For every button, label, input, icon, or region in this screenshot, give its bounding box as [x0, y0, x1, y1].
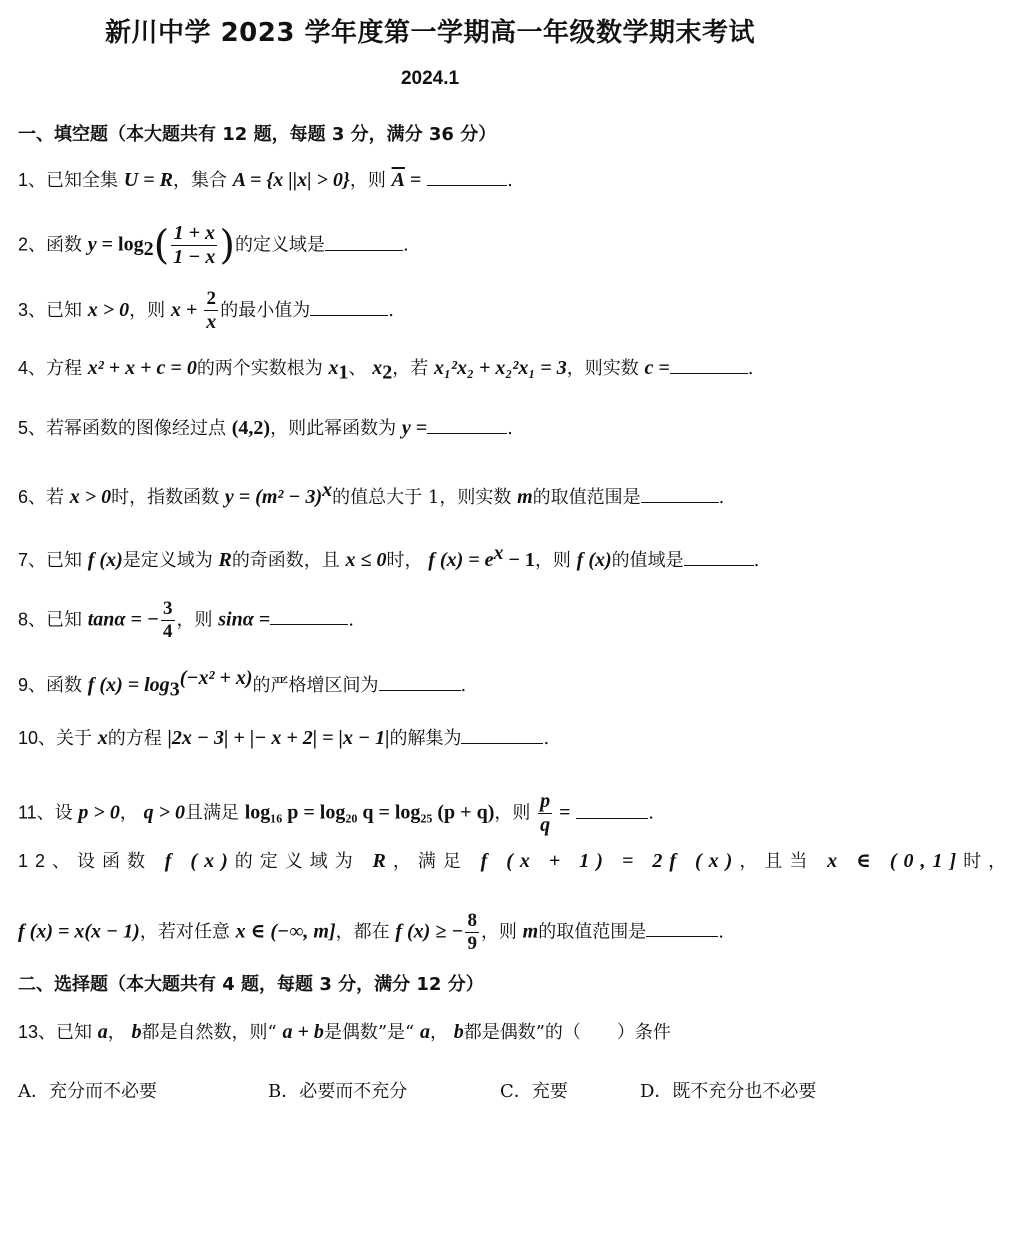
option-a[interactable]: A．充分而不必要	[18, 1081, 157, 1102]
fraction-11: $\frac{p}{q}$	[540, 790, 551, 836]
question-3: 3、已知 x > 0，则 x + $\frac{2}{x}$ 的最小值为 .	[18, 288, 395, 333]
answer-blank-7[interactable]	[684, 564, 754, 566]
answer-blank-10[interactable]	[461, 742, 543, 744]
option-c[interactable]: C．充要	[500, 1081, 568, 1102]
section-fill-in-header: 一、填空题（本大题共有 12 题，每题 3 分，满分 36 分）	[18, 124, 497, 145]
answer-blank-5[interactable]	[427, 432, 507, 434]
fraction-12: $\frac{8}{9}$	[467, 910, 477, 954]
exam-title: 新川中学 2023 学年度第一学期高一年级数学期末考试	[105, 18, 755, 48]
question-2: 2、函数 $y = \log_2$( $\frac{1 + x}{1 - x}$ )的定义域是 .	[18, 222, 409, 269]
section-choice-header: 二、选择题（本大题共有 4 题，每题 3 分，满分 12 分）	[18, 974, 484, 995]
answer-blank-1[interactable]	[427, 184, 507, 186]
question-12-line-2: f (x) = x(x − 1)，若对任意 x ∈ (−∞, m]，都在 f (x) ≥ − $\frac{8}{9}$ ，则 m的取值范围是 .	[18, 910, 724, 954]
question-1: 1、已知全集 U = R，集合 A = {x ||x| > 0}，则 $\overline{A}$ = .	[18, 169, 513, 191]
question-10: 10、关于 x的方程 |2x − 3| + |− x + 2| = |x − 1|的解集为 .	[18, 727, 550, 749]
option-d[interactable]: D．既不充分也不必要	[640, 1081, 817, 1102]
fraction-3: $\frac{2}{x}$	[206, 288, 217, 333]
answer-blank-2[interactable]	[325, 249, 403, 251]
answer-blank-6[interactable]	[641, 501, 719, 503]
answer-blank-12[interactable]	[646, 935, 718, 937]
answer-blank-8[interactable]	[270, 623, 348, 625]
question-5: 5、若幂函数的图像经过点 (4,2)，则此幂函数为 y = .	[18, 417, 513, 439]
answer-blank-3[interactable]	[310, 314, 388, 316]
answer-blank-9[interactable]	[379, 689, 461, 691]
question-7: 7、已知 f (x)是定义域为 R的奇函数，且 x ≤ 0时， f $(x) = e^x - 1$，则 f (x)的值域是 .	[18, 542, 760, 571]
question-12-line-1: 12、设函数 f (x)的定义域为 R，满足 f (x + 1) = 2f (x)，且当 x ∈ (0,1]时，	[18, 850, 1013, 872]
question-13: 13、已知 a， b都是自然数，则“ a + b是偶数”是“ a， b都是偶数”的（ ）条件	[18, 1021, 671, 1043]
answer-blank-11[interactable]	[576, 817, 648, 819]
question-11: 11、设 p > 0， q > 0且满足 log₁₆ p = log₂₀ q = log₂₅ (p + q)，则 $\frac{p}{q}$ = .	[18, 790, 654, 836]
question-4: 4、方程 x² + x + c = 0的两个实数根为 $x_1$、 $x_2$，若 x₁²x₂ + x₂²x₁ = 3，则实数 c = .	[18, 357, 754, 384]
option-b[interactable]: B．必要而不充分	[268, 1081, 408, 1102]
exam-date: 2024.1	[400, 68, 460, 89]
question-9: 9、函数 f $(x) = \log_3^{(-x^2 + x)}$的严格增区间为 .	[18, 667, 467, 701]
fraction-8: $\frac{3}{4}$	[163, 598, 173, 642]
question-6: 6、若 x > 0时，指数函数 $y = (m^2 - 3)^x$的值总大于 1，则实数 m的取值范围是 .	[18, 479, 725, 508]
answer-blank-4[interactable]	[670, 372, 748, 374]
fraction-2: $\frac{1 + x}{1 - x}$	[173, 222, 216, 268]
question-8: 8、已知 tanα = − $\frac{3}{4}$ ，则 sinα = .	[18, 598, 354, 642]
